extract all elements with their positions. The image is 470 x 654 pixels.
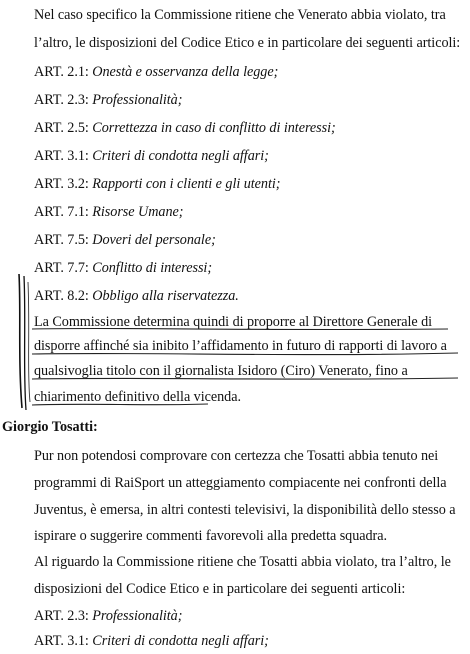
article-line: [34, 175, 280, 193]
text-line: programmi di RaiSport un atteggiamento compiacente nei confronti della: [34, 475, 447, 491]
article-number: ART. 2.3:: [34, 92, 93, 108]
article-number: ART. 2.1:: [34, 64, 93, 80]
pen-margin-bracket: [24, 276, 26, 410]
pen-margin-bracket: [19, 274, 22, 408]
article-line: [34, 91, 182, 109]
article-line: [34, 259, 212, 277]
article-title: Professionalità;: [92, 608, 183, 624]
text-line: Nel caso specifico la Commissione ritiene che Venerato abbia violato, tra: [34, 7, 446, 23]
article-line: [34, 287, 239, 305]
article-title: Rapporti con i clienti e gli utenti;: [92, 176, 281, 192]
article-title: Onestà e osservanza della legge;: [92, 64, 279, 80]
article-line: [34, 231, 216, 249]
article-line: [34, 632, 269, 650]
article-number: ART. 3.2:: [34, 176, 93, 192]
article-title: Correttezza in caso di conflitto di interessi;: [92, 120, 336, 136]
decision-line: qualsivoglia titolo con il giornalista Isidoro (Ciro) Venerato, fino a: [34, 363, 408, 379]
article-title: Criteri di condotta negli affari;: [92, 148, 269, 164]
article-number: ART. 7.1:: [34, 204, 93, 220]
text-line: l’altro, le disposizioni del Codice Etico e in particolare dei seguenti articoli:: [34, 35, 461, 51]
decision-line: La Commissione determina quindi di proporre al Direttore Generale di: [34, 314, 433, 330]
text-line: Pur non potendosi comprovare con certezza che Tosatti abbia tenuto nei: [34, 448, 439, 464]
article-title: Conflitto di interessi;: [92, 260, 213, 276]
article-number: ART. 3.1:: [34, 633, 93, 649]
article-number: ART. 2.3:: [34, 608, 93, 624]
text-line: Al riguardo la Commissione ritiene che Tosatti abbia violato, tra l’altro, le: [34, 554, 451, 570]
article-number: ART. 8.2:: [34, 288, 93, 304]
article-number: ART. 7.5:: [34, 232, 93, 248]
text-line: ispirare o suggerire commenti favorevoli alla predetta squadra.: [34, 528, 387, 544]
decision-line: disporre affinché sia inibito l’affidamento in futuro di rapporti di lavoro a: [34, 338, 447, 354]
pen-margin-bracket: [28, 282, 30, 402]
section-heading: Giorgio Tosatti:: [2, 419, 98, 435]
article-title: Criteri di condotta negli affari;: [92, 633, 269, 649]
article-number: ART. 3.1:: [34, 148, 93, 164]
text-line: Juventus, è emersa, in altri contesti televisivi, la disponibilità dello stesso a: [34, 502, 456, 518]
article-line: [34, 63, 278, 81]
article-number: ART. 2.5:: [34, 120, 93, 136]
decision-line: chiarimento definitivo della vicenda.: [34, 389, 241, 405]
article-title: Obbligo alla riservatezza.: [92, 288, 239, 304]
article-title: Doveri del personale;: [92, 232, 216, 248]
text-line: disposizioni del Codice Etico e in particolare dei seguenti articoli:: [34, 581, 406, 597]
article-number: ART. 7.7:: [34, 260, 93, 276]
article-line: [34, 607, 182, 625]
article-line: [34, 203, 183, 221]
article-line: [34, 147, 269, 165]
article-line: [34, 119, 336, 137]
article-title: Professionalità;: [92, 92, 183, 108]
article-title: Risorse Umane;: [92, 204, 184, 220]
